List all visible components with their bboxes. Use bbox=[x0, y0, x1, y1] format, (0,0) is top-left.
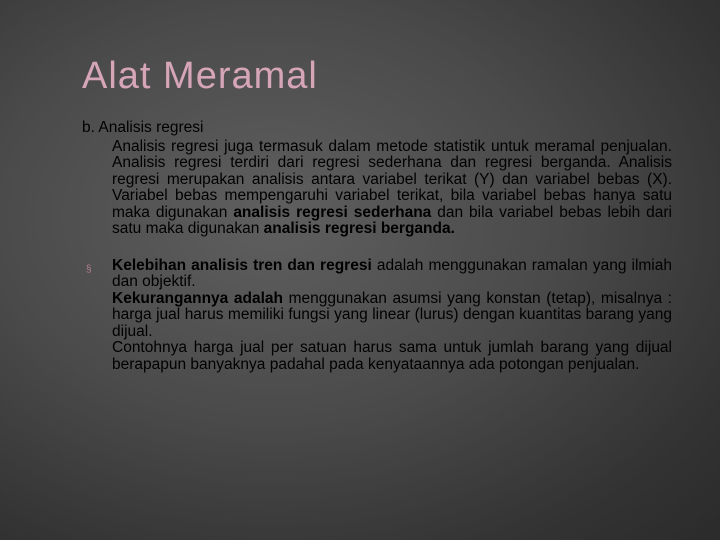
example-text: Contohnya harga jual per satuan harus sama untuk jumlah barang yang dijual berapapun banyaknya padahal pada kenyataannya ada potongan penjualan. bbox=[112, 339, 672, 373]
bullet-item bbox=[82, 258, 672, 374]
advantage-text bbox=[112, 258, 672, 291]
disadvantage-text bbox=[112, 291, 672, 341]
para-bold-multiple-regression: analisis regresi berganda. bbox=[263, 220, 455, 237]
para-text-1: Analisis regresi juga termasuk dalam metode statistik untuk meramal penjualan. Analisis regresi terdiri dari regresi sederhana dan regresi berganda. Analisis regresi merupakan analisis antara variabel terikat (Y) dan variabel bebas (X). Variabel bebas mempengaruhi variabel terikat, bila variabel bebas hanya satu maka digunakan bbox=[112, 137, 672, 221]
slide-body bbox=[82, 120, 672, 373]
disadvantage-bold: Kekurangannya adalah bbox=[112, 289, 283, 307]
slide-title: Alat Meramal bbox=[82, 55, 318, 97]
advantage-bold: Kelebihan analisis tren dan regresi bbox=[112, 256, 372, 274]
para-bold-simple-regression: analisis regresi sederhana bbox=[233, 203, 432, 221]
advantage-rest: adalah menggunakan ramalan yang ilmiah dan objektif. bbox=[112, 256, 672, 290]
disadvantage-rest: menggunakan asumsi yang konstan (tetap), misalnya : harga jual harus memiliki fungsi yang linear (lurus) dengan kuantitas barang yang dijual. bbox=[112, 289, 672, 340]
para-text-2: dan bila variabel bebas lebih dari satu maka digunakan bbox=[112, 203, 672, 237]
bullet-icon: § bbox=[86, 263, 92, 275]
regression-paragraph bbox=[112, 139, 672, 238]
section-heading: b. Analisis regresi bbox=[82, 119, 204, 136]
